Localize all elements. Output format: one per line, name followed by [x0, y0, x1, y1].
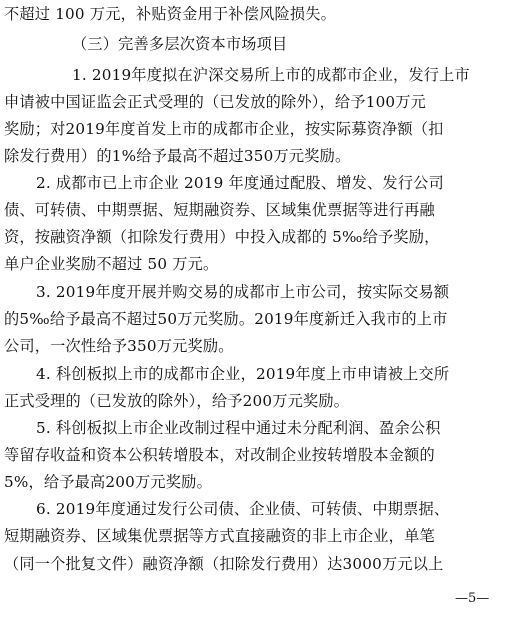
text-line: 短期融资券、区域集优票据等方式直接融资的非上市企业，单笔 [4, 527, 435, 545]
text-line: 1. 2019年度拟在沪深交易所上市的成都市企业，发行上市 [72, 66, 470, 84]
text-line: 公司，一次性给予350万元奖励。 [4, 337, 234, 355]
text-line: 3. 2019年度开展并购交易的成都市上市公司，按实际交易额 [36, 283, 450, 301]
text-line: 4. 科创板拟上市的成都市企业，2019年度上市申请被上交所 [36, 365, 450, 383]
page-number: —5— [455, 591, 490, 606]
text-line: 债、可转债、中期票据、短期融资券、区域集优票据等进行再融 [4, 201, 435, 219]
section-heading: （三）完善多层次资本市场项目 [72, 35, 288, 53]
text-line: 的5‰给予最高不超过50万元奖励。2019年度新迁入我市的上市 [4, 310, 448, 328]
text-line: 单户企业奖励不超过 50 万元。 [4, 255, 219, 273]
text-line: 除发行费用）的1%给予最高不超过350万元奖励。 [4, 147, 351, 165]
text-line: 2. 成都市已上市企业 2019 年度通过配股、增发、发行公司 [36, 174, 444, 192]
text-line: 正式受理的（已发放的除外），给予200万元奖励。 [4, 392, 350, 410]
text-line: 6. 2019年度通过发行公司债、企业债、可转债、中期票据、 [36, 500, 450, 518]
text-line: 申请被中国证监会正式受理的（已发放的除外），给予100万元 [4, 93, 427, 111]
text-line: 5%，给予最高200万元奖励。 [4, 473, 212, 491]
text-line: 资，按融资净额（扣除发行费用）中投入成都的 5‰给予奖励， [4, 228, 440, 246]
text-line: 等留存收益和资本公积转增股本，对改制企业按转增股本金额的 [4, 446, 435, 464]
text-line: （同一个批复文件）融资净额（扣除发行费用）达3000万元以上 [4, 555, 444, 573]
text-line: 5. 科创板拟上市企业改制过程中通过未分配利润、盈余公积 [36, 419, 441, 437]
text-line: 不超过 100 万元，补贴资金用于补偿风险损失。 [4, 5, 337, 23]
text-line: 奖励；对2019年度首发上市的成都市企业，按实际募资净额（扣 [4, 120, 444, 138]
